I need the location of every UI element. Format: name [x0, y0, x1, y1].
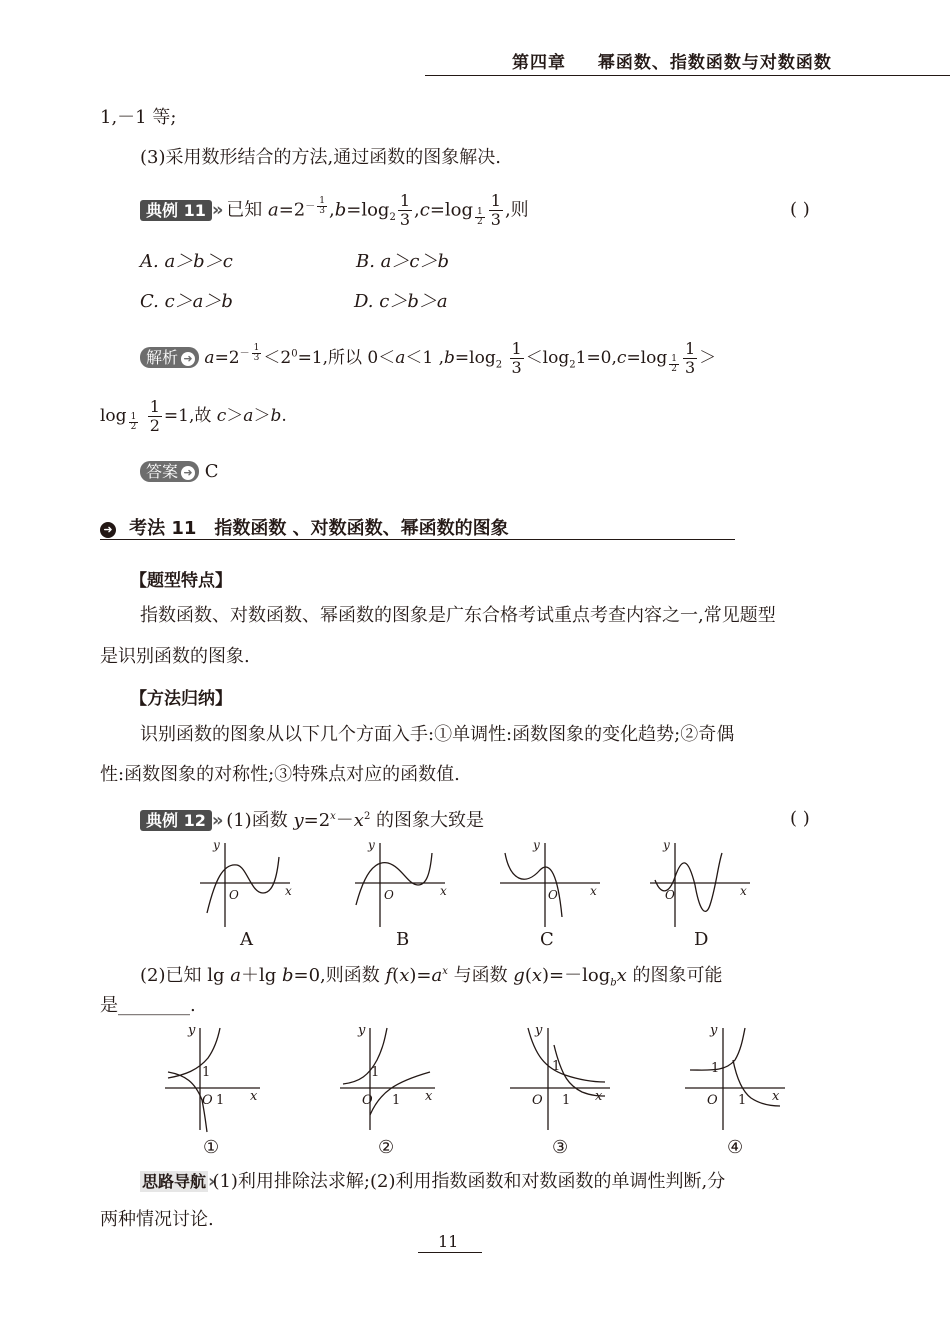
- graph-label: C: [540, 929, 554, 950]
- solution-line: 解析 ➜ $a=2^{- \frac{1}{3}}$ $<2^0=1$,所以 0＜a＜1 $,b=\log_2$ $\frac{1}{3}$ $<\log_21=0,c=\log$ $_{\frac{1}{2}}$ $\frac{1}{3}$ ＞: [140, 340, 716, 377]
- section-heading: [100, 514, 509, 540]
- svg-text:O: O: [362, 1093, 373, 1108]
- paragraph: 指数函数、对数函数、幂函数的图象是广东合格考试重点考查内容之一,常见题型: [140, 605, 776, 626]
- arrow-icon: ➜: [181, 466, 195, 480]
- chevron-icon: »: [211, 810, 221, 831]
- chevron-icon: »: [211, 199, 221, 221]
- graph-label: ①: [203, 1137, 220, 1158]
- svg-text:1: 1: [738, 1093, 747, 1108]
- svg-text:1: 1: [202, 1065, 211, 1080]
- paragraph: (3)采用数形结合的方法,通过函数的图象解决.: [140, 147, 501, 168]
- svg-text:y: y: [535, 1023, 543, 1038]
- arrow-icon: ➜: [100, 522, 116, 538]
- svg-text:1: 1: [371, 1065, 380, 1080]
- svg-text:x: x: [772, 1089, 780, 1104]
- graph-label: B: [396, 929, 410, 950]
- svg-text:x: x: [250, 1089, 258, 1104]
- answer-value: C: [204, 461, 219, 482]
- paragraph: 两种情况讨论.: [100, 1209, 214, 1230]
- option-a: A. a＞b＞c: [140, 251, 233, 272]
- subheading: 【方法归纳】: [130, 689, 232, 709]
- graph-label: A: [240, 929, 253, 950]
- hint-text: (1)利用排除法求解;(2)利用指数函数和对数函数的单调性判断,分: [212, 1171, 726, 1192]
- graph-row-2: [160, 1020, 800, 1138]
- svg-text:x: x: [285, 884, 292, 898]
- paragraph: 1,－1 等;: [100, 107, 177, 128]
- svg-text:x: x: [440, 884, 447, 898]
- svg-text:O: O: [548, 888, 558, 902]
- hint-badge: 思路导航: [142, 1172, 207, 1191]
- svg-text:y: y: [710, 1023, 718, 1038]
- chapter-title: 幂函数、指数函数与对数函数: [597, 53, 832, 73]
- question-2-line-2: 是________.: [100, 995, 196, 1016]
- example-11-stem: 典例 11 » 已知 $a=2^{- \frac{1}{3}}$ $,b=\log_2$ $\frac{1}{3}$ ,c=log $_{\frac{1}{2}}$ $\frac{1}{3}$ ,则: [140, 192, 529, 230]
- solution-line-2: log $_{\frac{1}{2}}$ $\frac{1}{2}$ =1,故 c＞a＞b.: [100, 397, 287, 435]
- chapter-header: [512, 48, 832, 73]
- chapter-number: 第四章: [512, 53, 566, 73]
- curve: [207, 857, 279, 913]
- svg-text:y: y: [213, 838, 220, 852]
- stem-text: 已知: [226, 199, 268, 221]
- graph-label: D: [694, 929, 709, 950]
- subheading: 【题型特点】: [130, 571, 232, 591]
- answer-badge: 答案 ➜: [140, 461, 199, 482]
- solution-badge: 解析 ➜: [140, 347, 199, 368]
- svg-text:O: O: [202, 1093, 213, 1108]
- svg-text:1: 1: [216, 1093, 225, 1108]
- hint-line: [140, 1170, 725, 1194]
- svg-text:y: y: [663, 838, 670, 852]
- graph-label: ③: [552, 1137, 569, 1158]
- svg-text:y: y: [368, 838, 375, 852]
- svg-text:y: y: [533, 838, 540, 852]
- svg-text:1: 1: [562, 1093, 571, 1108]
- svg-text:x: x: [740, 884, 747, 898]
- svg-text:1: 1: [552, 1059, 561, 1074]
- chevron-icon: ›: [208, 1171, 213, 1192]
- paragraph: 是识别函数的图象.: [100, 646, 250, 667]
- svg-text:y: y: [358, 1023, 366, 1038]
- question-2-line: (2)已知 lg a＋lg b=0,则函数 $f(x)=a^x$ 与函数 $g(x)=-\log_bx$ 的图象可能: [140, 965, 723, 989]
- svg-text:x: x: [425, 1089, 433, 1104]
- svg-text:O: O: [384, 888, 394, 902]
- svg-text:x: x: [590, 884, 597, 898]
- section-title: 考法 11 指数函数 、对数函数、幂函数的图象: [129, 518, 509, 539]
- paragraph: 性:函数图象的对称性;③特殊点对应的函数值.: [100, 764, 460, 785]
- example-badge: 典例 11: [140, 200, 212, 221]
- graph-label: ②: [378, 1137, 395, 1158]
- paragraph: 识别函数的图象从以下几个方面入手:①单调性:函数图象的变化趋势;②奇偶: [140, 724, 735, 745]
- arrow-icon: ➜: [181, 352, 195, 366]
- stem-text: ,则: [504, 199, 529, 221]
- svg-text:O: O: [532, 1093, 543, 1108]
- example-badge: 典例 12: [140, 810, 212, 831]
- svg-text:O: O: [229, 888, 239, 902]
- answer-paren: ( ): [790, 199, 810, 220]
- graph-label: ④: [727, 1137, 744, 1158]
- option-c: C. c＞a＞b: [140, 291, 233, 312]
- svg-text:x: x: [595, 1089, 603, 1104]
- svg-text:1: 1: [392, 1093, 401, 1108]
- footer-rule: [418, 1252, 482, 1253]
- svg-text:1: 1: [711, 1061, 720, 1076]
- svg-text:y: y: [188, 1023, 196, 1038]
- svg-text:O: O: [665, 888, 675, 902]
- option-d: D. c＞b＞a: [354, 291, 448, 312]
- example-12-stem: 典例 12 » (1)函数 $y=2^x-x^2$ 的图象大致是: [140, 805, 484, 833]
- graph-row-1: [195, 835, 765, 930]
- svg-text:O: O: [707, 1093, 718, 1108]
- option-b: B. a＞c＞b: [356, 251, 450, 272]
- header-rule: [425, 75, 950, 76]
- page-number: 11: [438, 1232, 459, 1251]
- answer-line: [140, 460, 219, 484]
- answer-paren: ( ): [790, 808, 810, 829]
- section-rule: [100, 539, 735, 540]
